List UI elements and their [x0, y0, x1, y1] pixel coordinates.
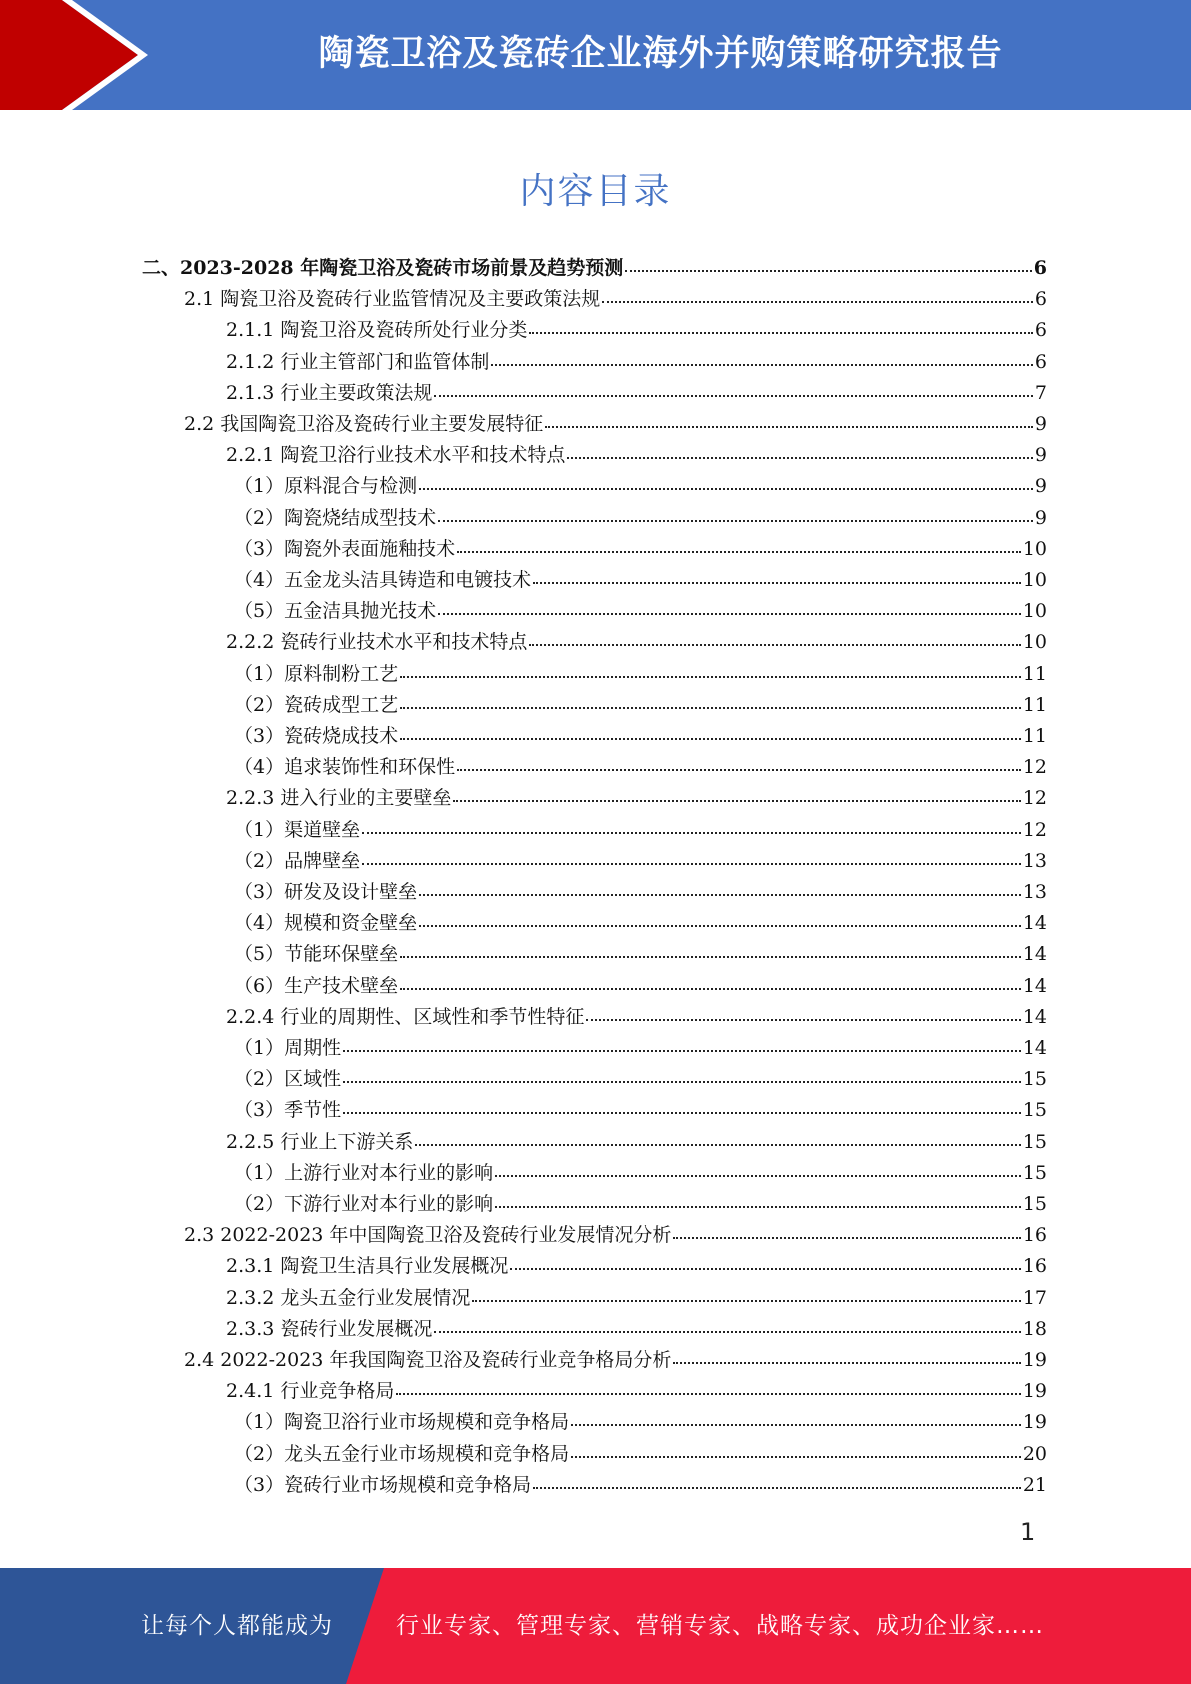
toc-entry-page: 12 — [1022, 756, 1047, 779]
toc-entry-label: （3）研发及设计壁垒 — [234, 881, 418, 903]
toc-entry-label: 二、2023-2028 年陶瓷卫浴及瓷砖市场前景及趋势预测 — [142, 257, 624, 279]
toc-entry-page: 14 — [1022, 1005, 1047, 1028]
toc-leader-dots — [453, 784, 1020, 804]
toc-entry[interactable] — [184, 409, 1047, 440]
toc-entry-page: 14 — [1022, 1037, 1047, 1059]
toc-leader-dots — [400, 660, 1021, 680]
toc-entry[interactable] — [226, 1251, 1047, 1282]
toc-leader-dots — [343, 1034, 1021, 1054]
toc-entry-label: （5）节能环保壁垒 — [234, 943, 399, 966]
toc-entry-page: 14 — [1022, 912, 1047, 935]
toc-entry[interactable] — [234, 503, 1047, 534]
toc-entry-page: 10 — [1022, 600, 1047, 623]
toc-entry-page: 6 — [1034, 319, 1047, 342]
toc-entry-label: 2.2 我国陶瓷卫浴及瓷砖行业主要发展特征 — [184, 413, 544, 435]
toc-entry[interactable] — [226, 1127, 1047, 1158]
toc-entry-label: （1）原料制粉工艺 — [234, 662, 399, 685]
toc-entry[interactable] — [226, 1283, 1047, 1314]
toc-entry[interactable] — [226, 1002, 1047, 1033]
toc-entry[interactable] — [234, 1439, 1047, 1470]
toc-leader-dots — [400, 691, 1021, 711]
toc-entry-label: （4）五金龙头洁具铸造和电镀技术 — [234, 569, 532, 591]
toc-entry[interactable] — [234, 721, 1047, 752]
toc-entry[interactable] — [184, 1345, 1047, 1376]
toc-entry[interactable] — [234, 1033, 1047, 1064]
toc-entry[interactable] — [234, 971, 1047, 1002]
toc-entry-label: （1）渠道壁垒 — [234, 818, 361, 841]
toc-entry-label: （3）瓷砖烧成技术 — [234, 725, 399, 747]
toc-leader-dots — [533, 566, 1021, 586]
toc-leader-dots — [438, 504, 1033, 524]
toc-entry-label: 2.3.2 龙头五金行业发展情况 — [226, 1286, 471, 1309]
toc-leader-dots — [419, 472, 1033, 492]
toc-leader-dots — [491, 348, 1033, 368]
toc-entry-page: 9 — [1034, 444, 1047, 467]
toc-leader-dots — [457, 535, 1021, 555]
toc-leader-dots — [419, 878, 1021, 898]
toc-entry[interactable] — [234, 565, 1047, 596]
toc-entry-label: 2.4.1 行业竞争格局 — [226, 1380, 395, 1403]
toc-entry-label: （5）五金洁具抛光技术 — [234, 600, 437, 623]
toc-entry-label: （2）品牌壁垒 — [234, 849, 361, 872]
toc-entry-page: 15 — [1022, 1161, 1047, 1184]
toc-entry-label: （2）陶瓷烧结成型技术 — [234, 506, 437, 529]
toc-entry-label: （4）追求装饰性和环保性 — [234, 756, 456, 779]
toc-entry-page: 19 — [1022, 1349, 1047, 1371]
toc-entry-page: 6 — [1034, 288, 1047, 311]
toc-leader-dots — [529, 316, 1033, 336]
page-number: 1 — [1020, 1518, 1036, 1546]
toc-entry[interactable] — [234, 471, 1047, 502]
toc-entry-page: 21 — [1022, 1473, 1047, 1496]
toc-leader-dots — [586, 1003, 1020, 1023]
toc-leader-dots — [362, 847, 1021, 867]
toc-entry[interactable] — [234, 534, 1047, 565]
toc-entry-label: （2）瓷砖成型工艺 — [234, 693, 399, 716]
toc-entry[interactable] — [234, 596, 1047, 627]
toc-entry-page: 16 — [1022, 1255, 1047, 1278]
toc-entry[interactable] — [234, 1095, 1047, 1126]
toc-leader-dots — [625, 254, 1032, 274]
toc-heading: 内容目录 — [519, 171, 672, 212]
toc-entry-page: 10 — [1022, 631, 1047, 654]
toc-leader-dots — [533, 1471, 1021, 1491]
toc-entry[interactable] — [234, 752, 1047, 783]
footer-banner — [0, 1568, 1191, 1684]
toc-entry[interactable] — [234, 815, 1047, 846]
toc-leader-dots — [495, 1159, 1021, 1179]
toc-entry[interactable] — [226, 315, 1047, 346]
toc-entry[interactable] — [234, 877, 1047, 908]
toc-leader-dots — [396, 1377, 1020, 1397]
toc-entry-label: （3）陶瓷外表面施釉技术 — [234, 537, 456, 560]
toc-entry-label: 2.2.3 进入行业的主要壁垒 — [226, 787, 452, 810]
toc-entry-page: 6 — [1033, 257, 1047, 279]
toc-entry-page: 15 — [1022, 1099, 1047, 1122]
toc-entry[interactable] — [184, 284, 1047, 315]
report-title: 陶瓷卫浴及瓷砖企业海外并购策略研究报告 — [318, 34, 1003, 74]
toc-leader-dots — [400, 940, 1021, 960]
toc-entry-label: （2）龙头五金行业市场规模和竞争格局 — [234, 1442, 570, 1465]
toc-entry-label: （2）下游行业对本行业的影响 — [234, 1193, 494, 1215]
toc-entry-page: 13 — [1022, 849, 1047, 872]
header-arrow-decoration — [0, 0, 150, 110]
toc-leader-dots — [571, 1408, 1021, 1428]
toc-entry-page: 11 — [1022, 662, 1047, 685]
toc-entry-page: 11 — [1022, 693, 1047, 716]
toc-leader-dots — [495, 1190, 1021, 1210]
toc-entry[interactable] — [226, 347, 1047, 378]
toc-entry-label: 2.2.5 行业上下游关系 — [226, 1130, 414, 1153]
toc-entry-page: 19 — [1022, 1411, 1047, 1434]
toc-entry-label: 2.4 2022-2023 年我国陶瓷卫浴及瓷砖行业竞争格局分析 — [184, 1349, 672, 1371]
toc-entry-page: 19 — [1022, 1380, 1047, 1403]
toc-entry-page: 11 — [1022, 725, 1047, 747]
toc-entry-page: 14 — [1022, 943, 1047, 966]
toc-entry-label: （3）季节性 — [234, 1099, 342, 1122]
toc-entry[interactable] — [184, 1220, 1047, 1251]
toc-entry[interactable] — [226, 627, 1047, 658]
toc-entry[interactable] — [234, 846, 1047, 877]
toc-leader-dots — [545, 410, 1033, 430]
toc-entry-label: 2.3.3 瓷砖行业发展概况 — [226, 1317, 433, 1340]
toc-entry[interactable] — [226, 1314, 1047, 1345]
toc-entry-page: 9 — [1034, 506, 1047, 529]
toc-leader-dots — [457, 753, 1021, 773]
toc-leader-dots — [415, 1128, 1020, 1148]
toc-entry-label: 2.1.2 行业主管部门和监管体制 — [226, 350, 490, 373]
toc-entry-page: 12 — [1022, 818, 1047, 841]
toc-leader-dots — [571, 1440, 1021, 1460]
toc-leader-dots — [362, 816, 1021, 836]
toc-entry-page: 10 — [1022, 569, 1047, 591]
toc-entry-label: （2）区域性 — [234, 1068, 342, 1091]
toc-leader-dots — [343, 1065, 1021, 1085]
toc-entry-page: 13 — [1022, 881, 1047, 903]
toc-leader-dots — [400, 972, 1021, 992]
toc-leader-dots — [343, 1096, 1021, 1116]
toc-leader-dots — [472, 1284, 1020, 1304]
toc-entry-page: 9 — [1034, 475, 1047, 498]
toc-leader-dots — [567, 441, 1033, 461]
toc-entry[interactable] — [234, 908, 1047, 939]
toc-leader-dots — [673, 1221, 1020, 1241]
toc-entry-label: 2.1.3 行业主要政策法规 — [226, 381, 433, 404]
toc-entry-label: （1）陶瓷卫浴行业市场规模和竞争格局 — [234, 1411, 570, 1434]
toc-leader-dots — [400, 722, 1021, 742]
toc-entry-page: 15 — [1022, 1193, 1047, 1215]
toc-entry[interactable] — [234, 1158, 1047, 1189]
toc-entry[interactable] — [226, 1376, 1047, 1407]
toc-entry-page: 15 — [1022, 1068, 1047, 1091]
toc-entry-label: （1）周期性 — [234, 1037, 342, 1059]
toc-entry-label: 2.1.1 陶瓷卫浴及瓷砖所处行业分类 — [226, 319, 528, 342]
toc-entry[interactable] — [234, 1189, 1047, 1220]
toc-entry[interactable] — [234, 690, 1047, 721]
toc-entry[interactable] — [234, 659, 1047, 690]
toc-entry[interactable] — [234, 1470, 1047, 1501]
toc-entry-label: （1）原料混合与检测 — [234, 475, 418, 498]
toc-entry[interactable] — [234, 1064, 1047, 1095]
toc-entry-page: 7 — [1034, 381, 1047, 404]
toc-entry-page: 10 — [1022, 537, 1047, 560]
toc-leader-dots — [510, 1252, 1020, 1272]
toc-entry-label: 2.1 陶瓷卫浴及瓷砖行业监管情况及主要政策法规 — [184, 288, 601, 311]
toc-leader-dots — [673, 1346, 1020, 1366]
toc-entry-page: 17 — [1022, 1286, 1047, 1309]
toc-entry-label: 2.2.2 瓷砖行业技术水平和技术特点 — [226, 631, 528, 654]
toc-entry[interactable] — [226, 783, 1047, 814]
toc-entry-page: 14 — [1022, 974, 1047, 997]
toc-entry-label: 2.3 2022-2023 年中国陶瓷卫浴及瓷砖行业发展情况分析 — [184, 1224, 672, 1247]
toc-entry-label: （1）上游行业对本行业的影响 — [234, 1161, 494, 1184]
toc-entry[interactable] — [226, 440, 1047, 471]
toc-entry-label: 2.3.1 陶瓷卫生洁具行业发展概况 — [226, 1255, 509, 1278]
toc-leader-dots — [529, 628, 1020, 648]
toc-entry-label: （4）规模和资金壁垒 — [234, 912, 418, 935]
toc-leader-dots — [602, 285, 1033, 305]
toc-leader-dots — [434, 379, 1033, 399]
toc-entry-page: 16 — [1022, 1224, 1047, 1247]
footer-slogan-right: 行业专家、管理专家、营销专家、战略专家、成功企业家…… — [396, 1613, 1044, 1639]
toc-leader-dots — [434, 1315, 1020, 1335]
toc-leader-dots — [438, 597, 1021, 617]
toc-entry-page: 18 — [1022, 1317, 1047, 1340]
toc-entry-page: 12 — [1022, 787, 1047, 810]
toc-entry-page: 20 — [1022, 1442, 1047, 1465]
toc-entry-page: 15 — [1022, 1130, 1047, 1153]
toc-entry[interactable] — [226, 378, 1047, 409]
toc-entry-page: 9 — [1034, 413, 1047, 435]
toc-entry[interactable] — [234, 939, 1047, 970]
toc-entry-label: 2.2.4 行业的周期性、区域性和季节性特征 — [226, 1005, 585, 1028]
toc-entry-label: （3）瓷砖行业市场规模和竞争格局 — [234, 1473, 532, 1496]
toc-entry-label: 2.2.1 陶瓷卫浴行业技术水平和技术特点 — [226, 444, 566, 467]
footer-slogan-left: 让每个人都能成为 — [141, 1613, 333, 1639]
toc-entry-label: （6）生产技术壁垒 — [234, 974, 399, 997]
header-banner — [0, 0, 1191, 110]
toc-entry-page: 6 — [1034, 350, 1047, 373]
toc-entry[interactable] — [142, 253, 1047, 284]
toc-entry[interactable] — [234, 1407, 1047, 1438]
toc-leader-dots — [419, 909, 1021, 929]
